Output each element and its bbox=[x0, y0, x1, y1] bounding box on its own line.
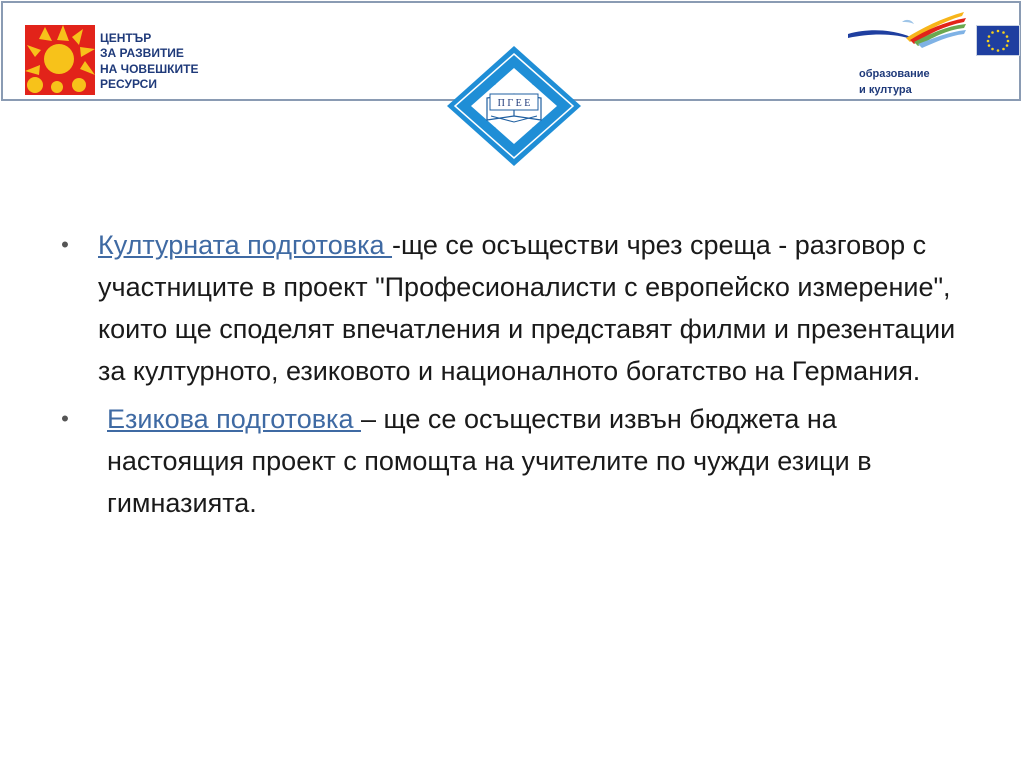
eu-program-line-2: и култура bbox=[859, 84, 912, 96]
crc-text-line-1: ЦЕНТЪР bbox=[100, 31, 152, 45]
crc-text-line-4: РЕСУРСИ bbox=[100, 76, 157, 91]
cultural-prep-text: -ще се осъществи чрез среща - разговор с участниците в проект "Професионалисти с европейско измерение", които ще споделят впечатления и представят филми и презентации за културното, езиковото и националното богатство на Германия. bbox=[98, 230, 956, 386]
bullet-item-language bbox=[55, 398, 965, 524]
eu-program-text bbox=[859, 66, 969, 98]
school-emblem-icon bbox=[445, 44, 583, 168]
bullet-dot-icon: • bbox=[61, 406, 69, 431]
crc-text-line-3: НА ЧОВЕШКИТЕ bbox=[100, 61, 199, 76]
emblem-initials: П Г Е Е bbox=[497, 98, 531, 109]
crc-text-line-2: ЗА РАЗВИТИЕ bbox=[100, 46, 184, 61]
eu-flag-icon bbox=[976, 25, 1020, 56]
eu-program-wing-icon bbox=[846, 8, 968, 54]
cultural-prep-link[interactable]: Културната подготовка bbox=[98, 230, 393, 260]
slide-body bbox=[55, 224, 965, 530]
language-prep-line bbox=[98, 398, 965, 524]
crc-logo-text bbox=[100, 31, 260, 92]
language-prep-link[interactable]: Езикова подготовка bbox=[107, 404, 361, 434]
crc-logo-icon bbox=[25, 25, 95, 95]
bullet-dot-icon: • bbox=[61, 232, 69, 257]
bullet-item-cultural bbox=[55, 224, 965, 392]
eu-program-line-1: образование bbox=[859, 68, 930, 80]
language-prep-text: – ще се осъществи извън бюджета на настоящия проект с помощта на учителите по чужди езици в гимназията. bbox=[107, 404, 872, 518]
